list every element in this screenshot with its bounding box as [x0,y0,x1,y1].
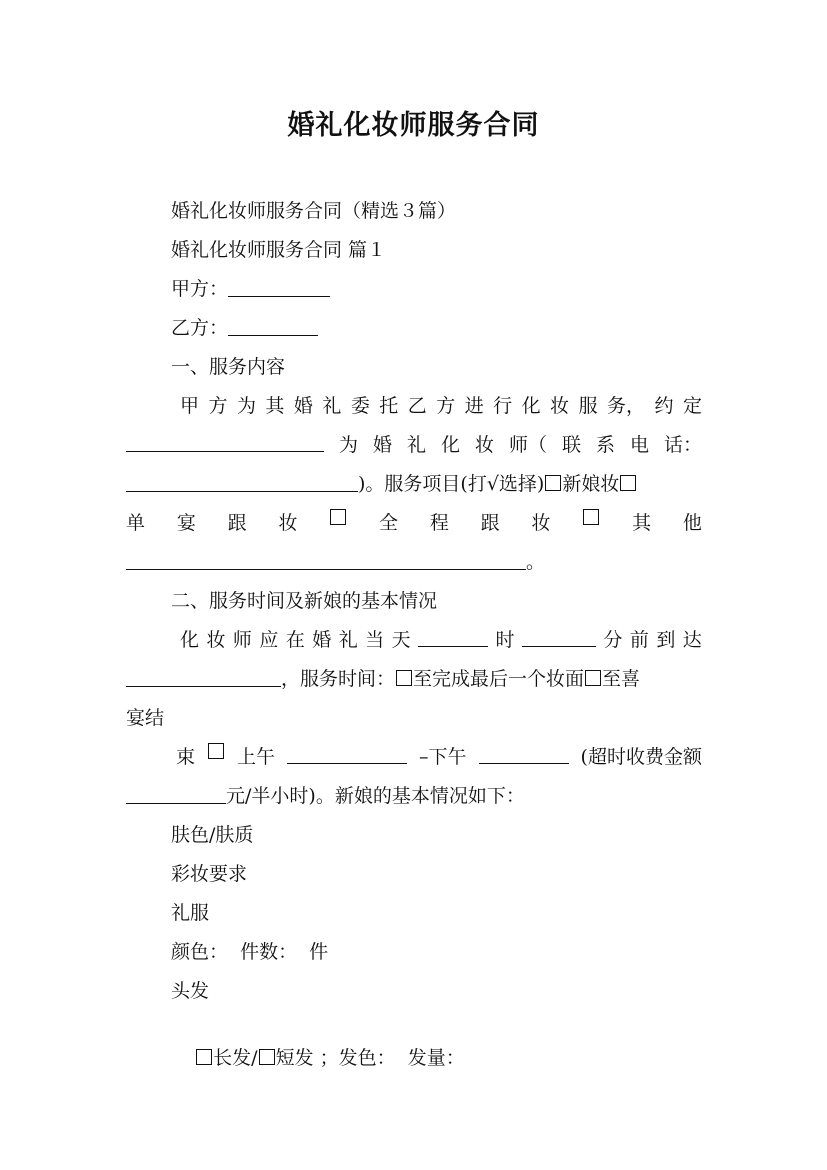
arrival-minute-blank [522,626,596,647]
party-a-label: 甲方： [171,278,229,300]
other-blank [126,549,526,570]
checkbox-until-last-makeup[interactable] [396,670,412,686]
makeup-artist-blank [126,431,324,452]
p1-line4: 单 宴 跟 妆 全 程 跟 妆 其 他 [126,509,702,537]
p2-line4: 束 上午 –下午 (超时收费金额 [176,743,702,771]
p1-line5: 。 [126,548,702,576]
dress-label: 礼服 [171,902,210,924]
checkbox-long-hair[interactable] [196,1049,212,1065]
checkbox-bride-makeup[interactable] [545,475,561,491]
document-title: 婚礼化妆师服务合同 [287,110,540,141]
party-a-blank [228,276,330,297]
am-time-blank [287,743,407,764]
pm-time-blank [479,743,569,764]
party-b-line [171,314,702,342]
p2-line3: 宴结 [126,707,165,729]
skin-label: 肤色/肤质 [171,824,254,846]
p1-line2: 为 婚 礼 化 妆 师（ 联 系 电 话： [126,431,702,459]
overtime-fee-blank [126,783,226,804]
checkbox-full-makeup[interactable] [330,509,346,525]
party-a-line [171,275,702,303]
hair-label: 头发 [171,980,210,1002]
checkbox-short-hair[interactable] [259,1049,275,1065]
p2-line2: ，服务时间： 至完成最后一个妆面 至喜 [126,665,702,693]
checkbox-banquet-makeup[interactable] [620,475,636,491]
heading-2: 二、服务时间及新娘的基本情况 [171,590,438,612]
checkbox-time-range[interactable] [208,743,224,759]
location-blank [126,666,281,687]
makeup-requirement-label: 彩妆要求 [171,863,248,885]
hair-detail: 长发/ 短发 ；发色： 发量： [171,1016,702,1044]
arrival-hour-blank [418,626,488,647]
p2-line1: 化 妆 师 应 在 婚 礼 当 天 时 分 前 到 达 [180,626,702,654]
checkbox-other[interactable] [583,509,599,525]
party-b-blank [228,315,318,336]
section-title: 婚礼化妆师服务合同 篇１ [171,239,387,261]
dress-detail: 颜色： 件数： 件 [171,941,329,963]
heading-1: 一、服务内容 [171,356,286,378]
p1-line1: 甲 方 为 其 婚 礼 委 托 乙 方 进 行 化 妆 服 务， 约 定 [180,395,702,417]
checkbox-until-banquet-end[interactable] [585,670,601,686]
p1-line3: )。服务项目(打√选择) 新娘妆 [126,470,702,498]
party-b-label: 乙方： [171,317,229,339]
subtitle: 婚礼化妆师服务合同（精选３篇） [171,200,457,222]
p2-line5: 元/半小时)。新娘的基本情况如下： [126,782,702,810]
phone-blank [126,471,358,492]
